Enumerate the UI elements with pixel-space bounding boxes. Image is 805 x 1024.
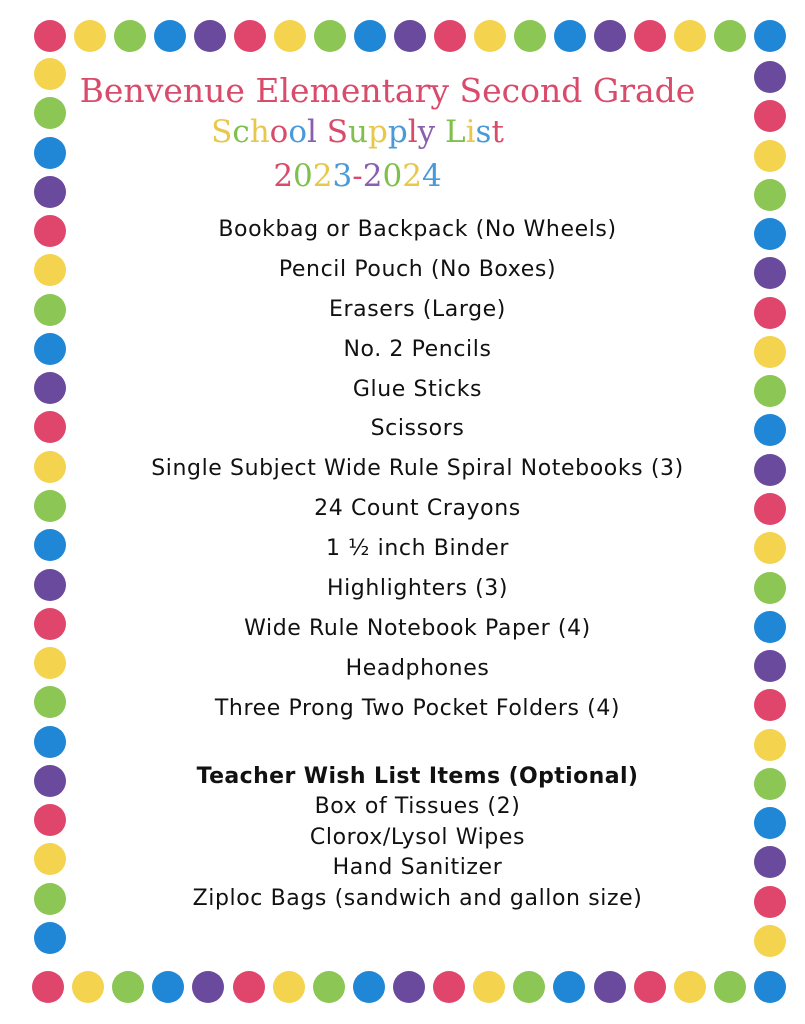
border-dot — [32, 971, 64, 1003]
title-letter: o — [288, 114, 307, 150]
border-dot — [314, 20, 346, 52]
border-dot — [72, 971, 104, 1003]
title-letter: 2 — [312, 158, 333, 194]
border-dot — [194, 20, 226, 52]
title-letter: 3 — [332, 158, 353, 194]
title-letter: y — [417, 114, 436, 150]
supply-item: Highlighters (3) — [326, 576, 509, 602]
supply-item: Wide Rule Notebook Paper (4) — [244, 615, 591, 641]
border-dot — [394, 20, 426, 52]
border-dot — [393, 971, 425, 1003]
title-letter: 4 — [421, 158, 442, 194]
supply-item: Pencil Pouch (No Boxes) — [278, 256, 557, 282]
border-dot — [233, 971, 265, 1003]
border-dot — [192, 971, 224, 1003]
supply-item: Headphones — [345, 655, 490, 681]
border-dot — [754, 729, 786, 761]
title-letter: t — [491, 114, 504, 150]
border-dot — [634, 971, 666, 1003]
wish-list-heading: Teacher Wish List Items (Optional) — [196, 764, 639, 789]
wish-list-items — [80, 792, 755, 914]
supply-item: Three Prong Two Pocket Folders (4) — [214, 695, 621, 721]
wish-list-item: Ziploc Bags (sandwich and gallon size) — [192, 885, 643, 911]
border-dot — [473, 971, 505, 1003]
border-dot — [754, 971, 786, 1003]
supply-item: Scissors — [370, 416, 465, 442]
border-dot — [553, 971, 585, 1003]
title-letter: L — [445, 114, 466, 150]
title-school-name: Benvenue Elementary Second Grade — [79, 71, 696, 110]
title-letter: S — [326, 114, 349, 150]
border-dot — [754, 61, 786, 93]
teacher-wish-list — [80, 761, 755, 914]
title-supply-list — [20, 110, 695, 154]
title-school-year — [20, 154, 695, 198]
title-letter: p — [368, 114, 388, 150]
border-dot — [594, 971, 626, 1003]
supply-item: Bookbag or Backpack (No Wheels) — [218, 217, 617, 242]
border-dot — [34, 922, 66, 954]
title-letter: o — [269, 114, 289, 150]
border-dot — [754, 925, 786, 957]
title-letter: S — [211, 114, 233, 150]
border-dot — [754, 140, 786, 172]
wish-list-item: Clorox/Lysol Wipes — [309, 824, 526, 850]
supply-item: 1 ½ inch Binder — [325, 536, 510, 562]
supply-item: Single Subject Wide Rule Spiral Notebooks (3) — [151, 456, 684, 482]
title-letter: i — [465, 114, 476, 150]
title-letter — [317, 114, 327, 150]
title-letter: p — [387, 114, 408, 150]
border-dot — [114, 20, 146, 52]
supply-item: 24 Count Crayons — [314, 496, 521, 522]
border-dot — [554, 20, 586, 52]
border-dot — [112, 971, 144, 1003]
supply-item: Erasers (Large) — [329, 296, 506, 322]
title-letter: l — [407, 114, 418, 150]
wish-list-item: Box of Tissues (2) — [314, 794, 521, 819]
title-letter: 0 — [293, 158, 313, 194]
title-letter: 2 — [362, 158, 383, 194]
title-letter: 2 — [402, 158, 422, 194]
border-dot — [433, 971, 465, 1003]
border-dot — [754, 179, 786, 211]
border-dot — [354, 20, 386, 52]
title-letter: s — [475, 114, 492, 150]
border-dot — [152, 971, 184, 1003]
title-letter — [435, 114, 445, 150]
title-letter: h — [249, 114, 270, 150]
border-dot — [34, 726, 66, 758]
border-dot — [434, 20, 466, 52]
border-dot — [34, 20, 66, 52]
border-dot — [313, 971, 345, 1003]
border-dot — [674, 20, 706, 52]
border-dot — [674, 971, 706, 1003]
border-dot — [714, 971, 746, 1003]
border-dot — [594, 20, 626, 52]
title-letter: l — [307, 114, 317, 150]
border-dot — [474, 20, 506, 52]
border-dot — [514, 20, 546, 52]
border-dot — [154, 20, 186, 52]
border-dot — [234, 20, 266, 52]
border-dot — [634, 20, 666, 52]
border-dot — [513, 971, 545, 1003]
border-dot — [754, 100, 786, 132]
border-dot — [353, 971, 385, 1003]
supply-item: No. 2 Pencils — [343, 336, 492, 362]
title-letter: - — [352, 158, 363, 194]
border-dot — [714, 20, 746, 52]
title-letter: c — [232, 114, 250, 150]
border-dot — [754, 20, 786, 52]
title-letter: 2 — [273, 158, 294, 194]
title-letter: 0 — [382, 158, 403, 194]
border-dot — [74, 20, 106, 52]
border-dot — [273, 971, 305, 1003]
title-letter: u — [348, 114, 368, 150]
border-dot — [274, 20, 306, 52]
wish-list-item: Hand Sanitizer — [332, 855, 503, 880]
supply-list — [80, 210, 755, 729]
supply-item: Glue Sticks — [352, 376, 483, 402]
